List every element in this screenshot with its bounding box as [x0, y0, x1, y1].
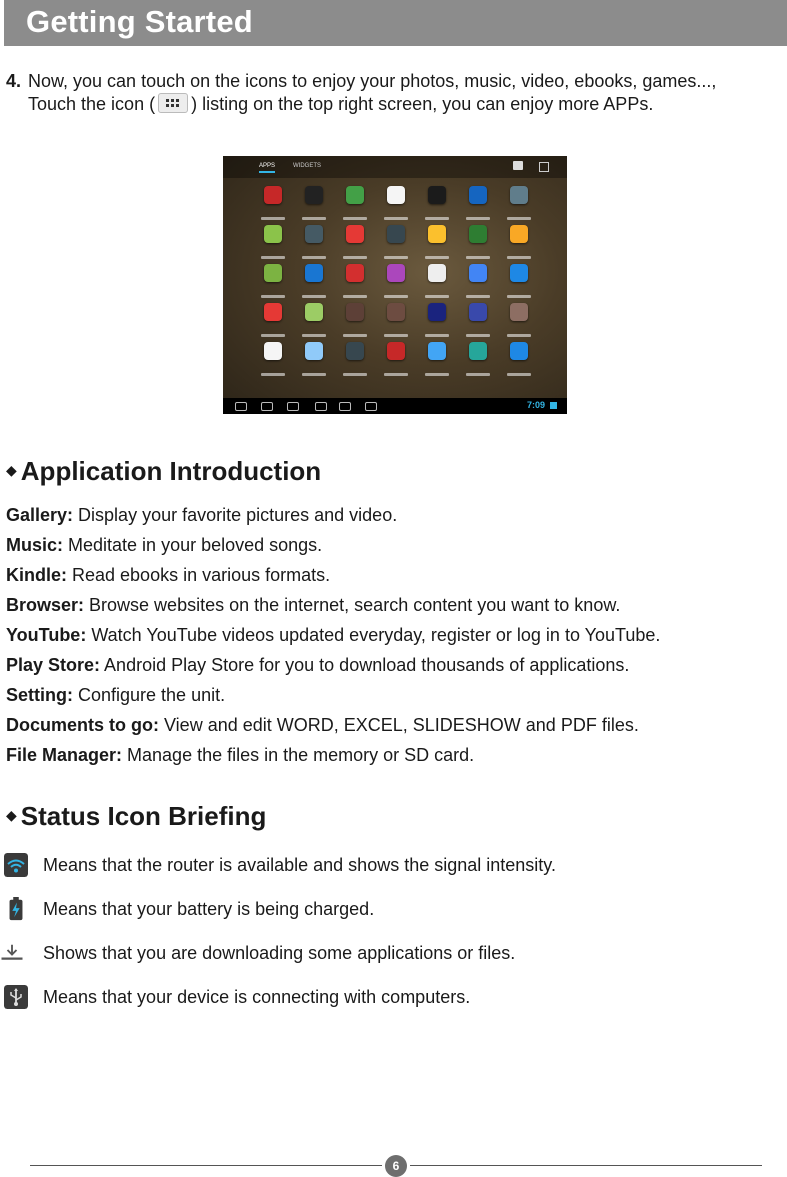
app-intro-heading [6, 456, 321, 487]
app-icon [499, 184, 539, 220]
app-icon-label [458, 363, 498, 368]
app-icon-label [499, 207, 539, 212]
list-item [6, 503, 784, 533]
status-text: Shows that you are downloading some applications or files. [43, 943, 516, 963]
header-bar [4, 0, 787, 46]
status-text: Means that the router is available and shows the signal intensity. [43, 855, 556, 875]
app-icon [253, 262, 293, 298]
app-icon-tile [264, 342, 282, 360]
app-icon-label [376, 246, 416, 251]
app-icon-tile [264, 186, 282, 204]
list-item [6, 593, 784, 623]
page-number: 6 [385, 1155, 407, 1177]
app-term: Music: [6, 535, 64, 555]
status-text: Means that your device is connecting with computers. [43, 987, 471, 1007]
app-term: Setting: [6, 685, 73, 705]
app-icon-tile [469, 342, 487, 360]
menu-icon [539, 162, 549, 172]
app-icon-tile [346, 264, 364, 282]
tab-widgets: WIDGETS [293, 163, 321, 169]
status-icon-heading-text: Status Icon Briefing [20, 801, 267, 831]
app-icon [294, 262, 334, 298]
app-term: File Manager: [6, 745, 123, 765]
app-desc: Configure the unit. [73, 685, 226, 705]
app-icon-label [253, 324, 293, 329]
app-icon-label [253, 363, 293, 368]
app-icon-tile [469, 225, 487, 243]
recents-icon [287, 402, 299, 411]
app-icon [294, 340, 334, 376]
app-icon-label [458, 324, 498, 329]
app-desc: Read ebooks in various formats. [67, 565, 331, 585]
wifi-icon [4, 853, 28, 877]
step-text-before: Now, you can touch on the icons to enjoy your photos, music, video, ebooks, games..., Touch the icon ( [28, 71, 717, 114]
app-icon-tile [305, 186, 323, 204]
status-row-usb [4, 985, 704, 1015]
home-icon [261, 402, 273, 411]
list-item [6, 533, 784, 563]
app-icon-tile [469, 264, 487, 282]
app-description-list [6, 503, 784, 773]
app-icon-label [499, 246, 539, 251]
app-icon-tile [305, 264, 323, 282]
app-icon [458, 262, 498, 298]
app-icon-tile [428, 342, 446, 360]
download-icon [0, 941, 24, 965]
list-item [6, 563, 784, 593]
diamond-bullet-icon: ◆ [6, 462, 17, 478]
app-icon [458, 301, 498, 337]
app-desc: Android Play Store for you to download thousands of applications. [100, 655, 630, 675]
app-term: Gallery: [6, 505, 74, 525]
list-item [6, 653, 784, 683]
app-icon-label [335, 324, 375, 329]
app-icon-tile [510, 186, 528, 204]
app-icon-label [335, 285, 375, 290]
app-icon-label [458, 207, 498, 212]
app-icon-tile [346, 225, 364, 243]
status-text: Means that your battery is being charged. [43, 899, 375, 919]
app-icon [335, 301, 375, 337]
app-term: YouTube: [6, 625, 87, 645]
app-icon [253, 340, 293, 376]
status-row-wifi [4, 853, 704, 883]
app-icon [253, 301, 293, 337]
app-icon-tile [387, 342, 405, 360]
app-icon [294, 301, 334, 337]
app-icon-label [335, 246, 375, 251]
app-desc: Manage the files in the memory or SD card. [122, 745, 475, 765]
app-icon [335, 340, 375, 376]
app-icon [458, 223, 498, 259]
app-icon [253, 184, 293, 220]
app-icon-label [294, 246, 334, 251]
app-icon-tile [428, 264, 446, 282]
app-icon-label [335, 207, 375, 212]
app-icon-tile [469, 303, 487, 321]
app-icon [294, 184, 334, 220]
app-icon [376, 340, 416, 376]
app-icon-label [253, 207, 293, 212]
app-icon-label [253, 285, 293, 290]
app-icon-tile [510, 342, 528, 360]
app-icon-tile [305, 303, 323, 321]
list-item [6, 713, 784, 743]
app-icon [458, 184, 498, 220]
app-icon-label [417, 363, 457, 368]
app-term: Documents to go: [6, 715, 159, 735]
app-icon-label [335, 363, 375, 368]
status-row-download [4, 941, 704, 971]
store-icon [513, 161, 523, 170]
app-icon-tile [387, 303, 405, 321]
list-item [6, 743, 784, 773]
usb-icon [4, 985, 28, 1009]
app-icon-tile [510, 225, 528, 243]
app-icon-tile [510, 303, 528, 321]
app-icon-label [417, 207, 457, 212]
app-icon-label [499, 363, 539, 368]
app-icon [376, 184, 416, 220]
app-desc: Meditate in your beloved songs. [63, 535, 323, 555]
app-icon-tile [428, 303, 446, 321]
app-term: Browser: [6, 595, 85, 615]
app-icon-tile [346, 303, 364, 321]
app-term: Play Store: [6, 655, 101, 675]
battery-charging-icon [4, 897, 28, 921]
app-icon-label [376, 285, 416, 290]
app-icon-tile [428, 186, 446, 204]
app-icon-tile [264, 225, 282, 243]
app-desc: Display your favorite pictures and video. [73, 505, 398, 525]
app-icon [376, 223, 416, 259]
app-icon-label [417, 324, 457, 329]
app-icon-label [499, 324, 539, 329]
app-icon-label [458, 246, 498, 251]
list-item [6, 623, 784, 653]
app-icon [335, 223, 375, 259]
app-icon [499, 301, 539, 337]
app-icon-tile [305, 342, 323, 360]
app-icon-label [376, 324, 416, 329]
volume-down-icon [339, 402, 351, 411]
app-icon [458, 340, 498, 376]
app-icon [417, 184, 457, 220]
screenshot-icon [315, 402, 327, 411]
app-icon-tile [346, 342, 364, 360]
app-icon [335, 184, 375, 220]
status-icon-heading [6, 801, 266, 832]
app-icon-tile [387, 264, 405, 282]
app-icon-label [417, 246, 457, 251]
app-icon-label [294, 363, 334, 368]
app-icon [417, 301, 457, 337]
app-icon-tile [346, 186, 364, 204]
diamond-bullet-icon: ◆ [6, 807, 17, 823]
app-icon-label [294, 324, 334, 329]
signal-icon [550, 402, 557, 409]
clock: 7:09 [526, 400, 545, 410]
app-icon [499, 223, 539, 259]
app-icon [253, 223, 293, 259]
app-icon-tile [428, 225, 446, 243]
app-icon-tile [510, 264, 528, 282]
volume-up-icon [365, 402, 377, 411]
tablet-app-drawer-screenshot [223, 156, 567, 414]
app-icon-label [417, 285, 457, 290]
footer-rule-right [410, 1165, 762, 1166]
app-icon-tile [305, 225, 323, 243]
app-icon [294, 223, 334, 259]
app-icon [417, 223, 457, 259]
app-icon-label [253, 246, 293, 251]
app-desc: View and edit WORD, EXCEL, SLIDESHOW and PDF files. [159, 715, 639, 735]
app-icon-tile [469, 186, 487, 204]
back-icon [235, 402, 247, 411]
app-desc: Browse websites on the internet, search content you want to know. [84, 595, 621, 615]
app-term: Kindle: [6, 565, 67, 585]
step-number: 4. [6, 71, 22, 91]
app-grid-icon [158, 93, 188, 113]
step-text [28, 70, 768, 116]
app-icon-label [376, 363, 416, 368]
list-item [6, 683, 784, 713]
app-icon-tile [387, 225, 405, 243]
app-icon-label [376, 207, 416, 212]
app-icon [376, 301, 416, 337]
app-icon [499, 262, 539, 298]
app-icon [335, 262, 375, 298]
app-icon [499, 340, 539, 376]
app-icon [417, 340, 457, 376]
app-icon [417, 262, 457, 298]
app-icon-label [499, 285, 539, 290]
app-icon-tile [387, 186, 405, 204]
step-text-after: ) listing on the top right screen, you can enjoy more APPs. [191, 94, 654, 114]
tablet-nav-bar [223, 398, 567, 414]
app-icon-label [458, 285, 498, 290]
tab-apps: APPS [259, 163, 275, 173]
page-title: Getting Started [26, 4, 253, 39]
app-icon-tile [264, 264, 282, 282]
tablet-top-bar [223, 156, 567, 178]
app-icon [376, 262, 416, 298]
app-icon-tile [264, 303, 282, 321]
app-intro-heading-text: Application Introduction [20, 456, 322, 486]
app-icon-label [294, 285, 334, 290]
app-desc: Watch YouTube videos updated everyday, register or log in to YouTube. [86, 625, 661, 645]
footer-rule-left [30, 1165, 382, 1166]
status-row-battery [4, 897, 704, 927]
app-icon-label [294, 207, 334, 212]
